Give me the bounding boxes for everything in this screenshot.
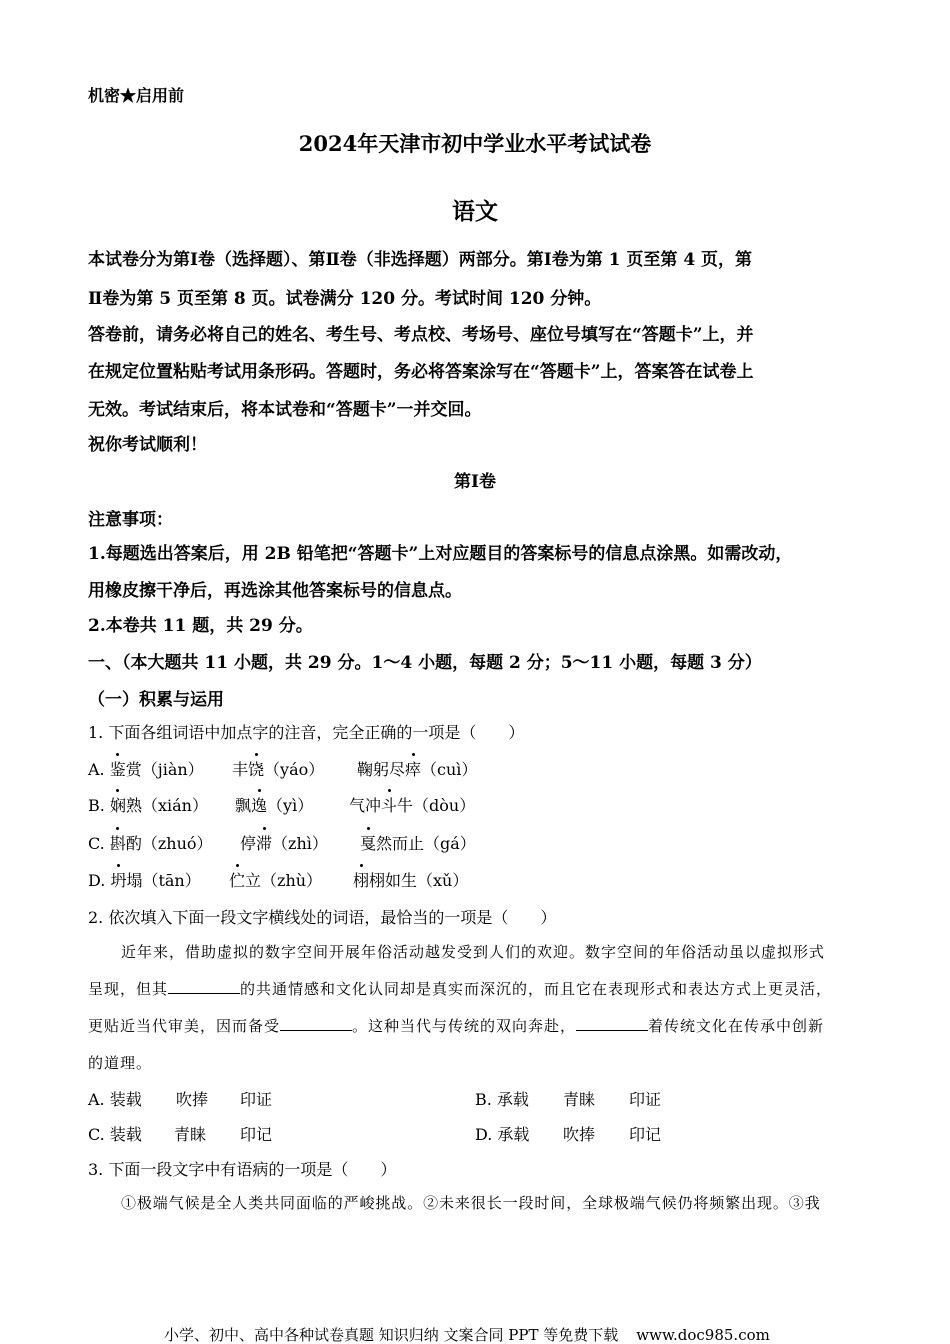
notes-heading: 注意事项： [88, 510, 173, 530]
emphasis-dot-char: 逸 [251, 793, 267, 816]
q2-option-a: A. 装载 吹捧 印证 [88, 1090, 273, 1109]
q2-option-d: D. 承载 吹捧 印记 [475, 1125, 662, 1144]
emphasis-dot-char: 鉴 [110, 757, 126, 780]
question-1-stem: 1. 下面各组词语中加点字的注音，完全正确的一项是（ ） [88, 723, 525, 742]
q2-option-c: C. 装载 青睐 印记 [88, 1125, 273, 1144]
question-3-stem: 3. 下面一段文字中有语病的一项是（ ） [88, 1160, 397, 1179]
intro-line: 无效。考试结束后，将本试卷和“答题卡”一并交回。 [88, 400, 482, 420]
q1-option-c-word3: 戛然而止（gá） [360, 831, 476, 854]
q2-passage-line: 近年来，借助虚拟的数字空间开展年俗活动越发受到人们的欢迎。数字空间的年俗活动虽以虚拟形式 [121, 943, 826, 961]
section-heading: 一、（本大题共 11 小题，共 29 分。1～4 小题，每题 2 分；5～11 小题，每题 3 分） [88, 653, 762, 673]
q1-option-b-word2: 飘逸（yì） [235, 793, 313, 816]
q1-option-d-word2: 伫立（zhù） [229, 868, 322, 891]
q1-option-a-word2: 丰饶（yáo） [232, 757, 324, 780]
fill-blank[interactable] [576, 1016, 648, 1031]
footer-url[interactable]: www.doc985.com [636, 1326, 770, 1344]
intro-line: 答卷前，请务必将自己的姓名、考生号、考点校、考场号、座位号填写在“答题卡”上，并 [88, 325, 754, 345]
q2-passage-line: 的道理。 [88, 1054, 153, 1072]
q1-option-a-word3: 鞠躬尽瘁（cuì） [357, 757, 477, 780]
subject-title: 语文 [452, 198, 498, 225]
q1-option-c: C. 斟酌（zhuó） [88, 831, 213, 854]
emphasis-dot-char: 戛 [360, 831, 376, 854]
fill-blank[interactable] [280, 1016, 352, 1031]
emphasis-dot-char: 伫 [229, 868, 245, 891]
q3-passage-line: ①极端气候是全人类共同面临的严峻挑战。②未来很长一段时间，全球极端气候仍将频繁出现。③我 [121, 1194, 821, 1212]
part-title: 第Ⅰ卷 [454, 472, 496, 492]
exam-title: 2024年天津市初中学业水平考试试卷 [298, 131, 652, 156]
subsection-heading: （一）积累与运用 [88, 690, 224, 710]
question-2-stem: 2. 依次填入下面一段文字横线处的词语，最恰当的一项是（ ） [88, 908, 557, 927]
q2-option-b: B. 承载 青睐 印证 [475, 1090, 662, 1109]
q1-option-d-word3: 栩栩如生（xǔ） [353, 868, 468, 891]
emphasis-dot-char: 斟 [110, 831, 126, 854]
footer-text: 小学、初中、高中各种试卷真题 知识归纳 文案合同 PPT 等免费下载 www.doc985.com [164, 1326, 770, 1344]
intro-line: Ⅱ卷为第 5 页至第 8 页。试卷满分 120 分。考试时间 120 分钟。 [88, 289, 602, 309]
fill-blank[interactable] [168, 979, 240, 994]
q2-passage-line: 更贴近当代审美，因而备受 。这种当代与传统的双向奔赴， 着传统文化在传承中创新 [88, 1017, 825, 1035]
intro-line: 在规定位置粘贴考试用条形码。答题时，务必将答案涂写在“答题卡”上，答案答在试卷上 [88, 362, 754, 382]
emphasis-dot-char: 栩 [353, 868, 369, 891]
note-line: 用橡皮擦干净后，再选涂其他答案标号的信息点。 [88, 581, 462, 601]
emphasis-dot-char: 瘁 [405, 757, 421, 780]
intro-line: 祝你考试顺利！ [88, 435, 207, 455]
note-line: 2.本卷共 11 题，共 29 分。 [88, 616, 313, 636]
q2-passage-line: 呈现，但其 的共通情感和文化认同却是真实而深沉的，而且它在表现形式和表达方式上更灵活， [88, 980, 833, 998]
note-line: 1.每题选出答案后，用 2B 铅笔把“答题卡”上对应题目的答案标号的信息点涂黑。如需改动， [88, 544, 793, 564]
emphasis-dot-char: 斗 [381, 793, 397, 816]
q1-option-a: A. 鉴赏（jiàn） [88, 757, 204, 780]
intro-line: 本试卷分为第Ⅰ卷（选择题）、第Ⅱ卷（非选择题）两部分。第Ⅰ卷为第 1 页至第 4 页，第 [88, 250, 753, 270]
emphasis-dot-char: 饶 [248, 757, 264, 780]
confidential-label: 机密★启用前 [88, 86, 185, 105]
q1-option-b-word3: 气冲斗牛（dòu） [349, 793, 475, 816]
emphasis-dot-char: 滞 [256, 831, 272, 854]
emphasis-dot-char: 坍 [110, 868, 126, 891]
q1-option-b: B. 娴熟（xián） [88, 793, 208, 816]
q1-option-c-word2: 停滞（zhì） [240, 831, 328, 854]
q1-option-d: D. 坍塌（tān） [88, 868, 201, 891]
emphasis-dot-char: 娴 [110, 793, 126, 816]
